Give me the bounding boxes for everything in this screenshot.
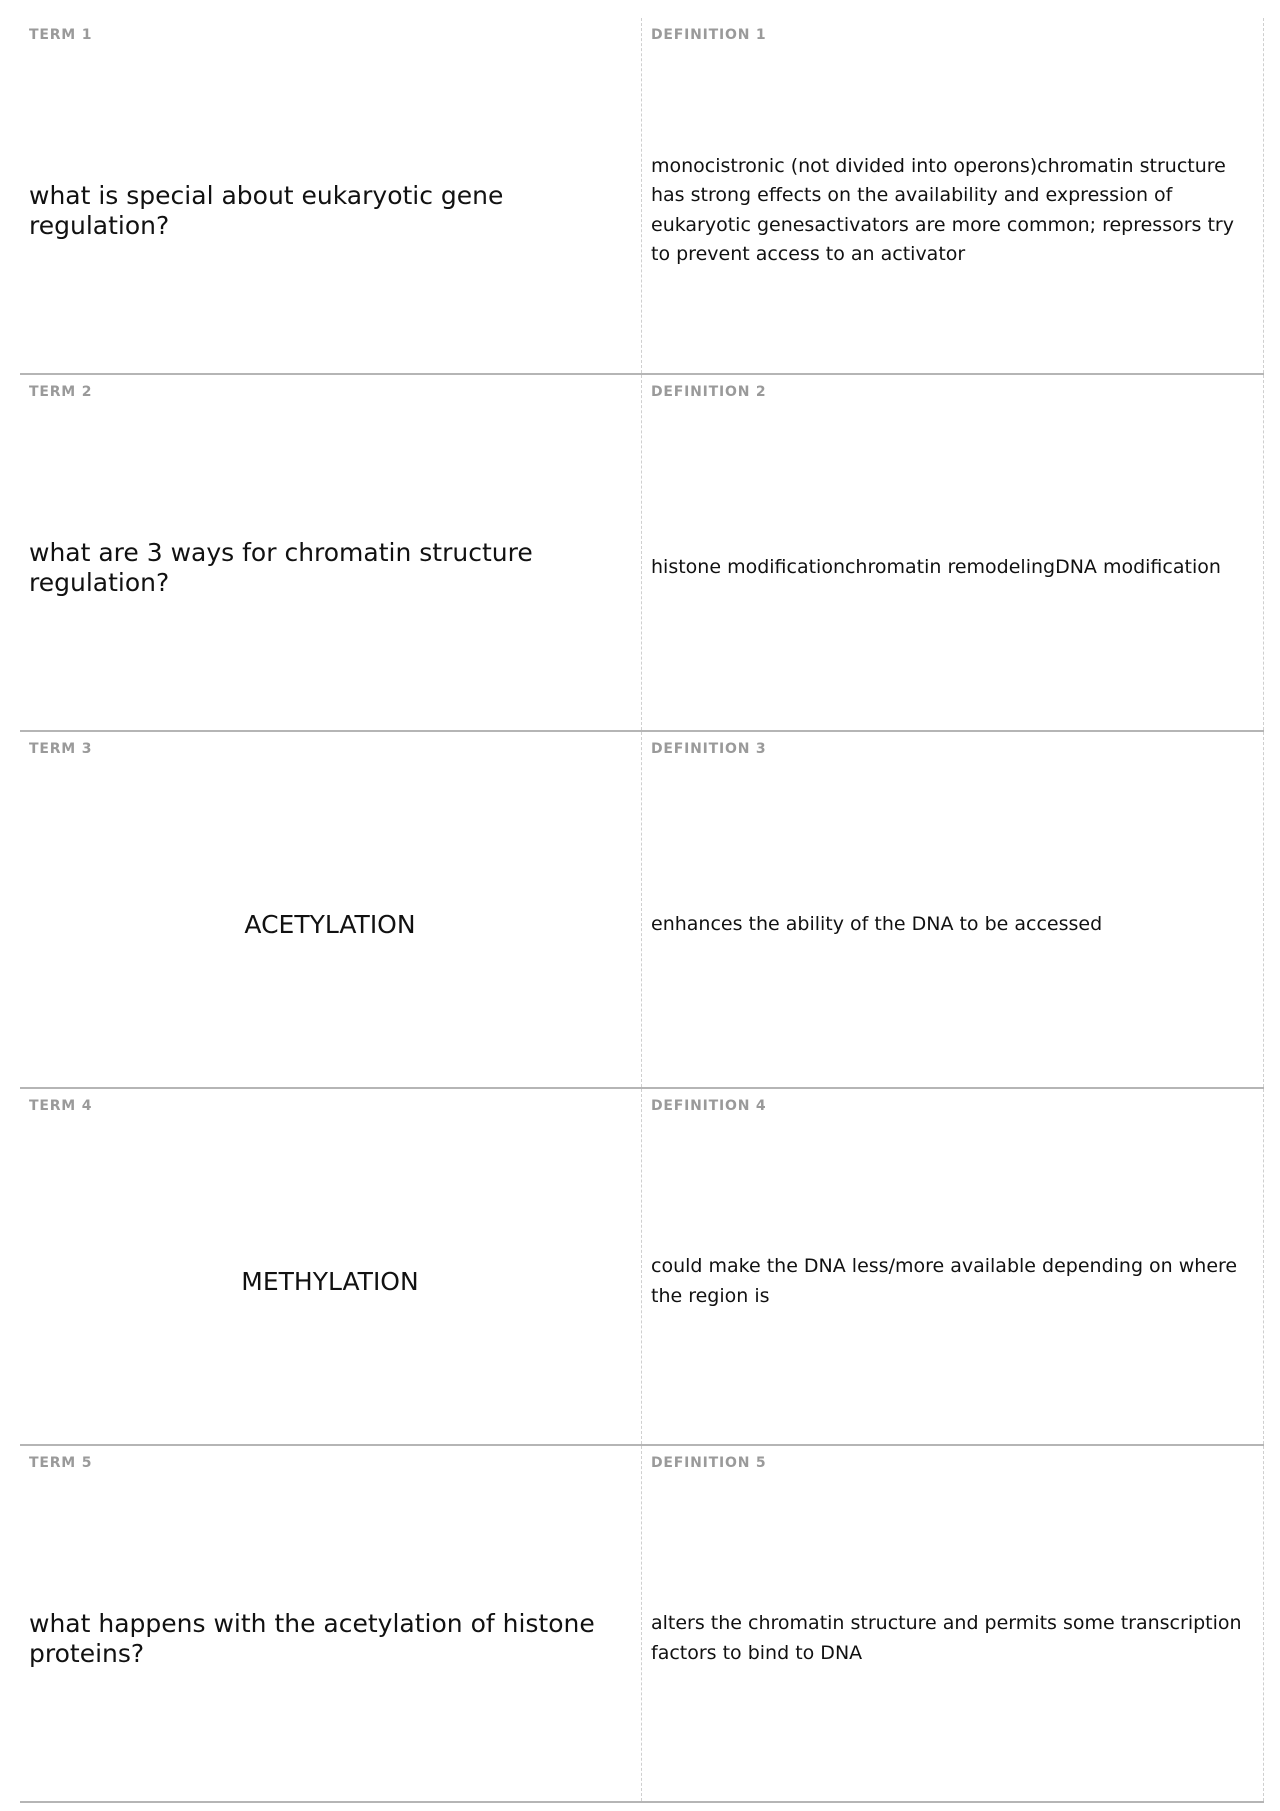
flashcard-sheet [20,18,1264,1803]
definition-text-container [651,1129,1253,1434]
flashcard-row [20,375,1264,732]
definition-text: enhances the ability of the DNA to be accessed [651,912,1103,935]
definition-cell [642,1089,1264,1444]
term-text: what are 3 ways for chromatin structure regulation? [29,537,533,597]
flashcard-row [20,732,1264,1089]
term-text: METHYLATION [241,1266,419,1296]
term-text: what happens with the acetylation of histone proteins? [29,1608,595,1668]
term-text-container [29,58,631,363]
term-cell [20,732,642,1087]
definition-label: DEFINITION 4 [651,1098,767,1114]
definition-cell [642,375,1264,730]
definition-text-container [651,415,1253,720]
definition-text-container [651,1486,1253,1791]
term-text-container [29,1486,631,1791]
term-cell [20,18,642,373]
definition-label: DEFINITION 3 [651,741,767,757]
term-label: TERM 1 [29,27,93,43]
flashcard-row [20,1089,1264,1446]
flashcard-row [20,1446,1264,1803]
term-text: what is special about eukaryotic gene regulation? [29,180,504,240]
definition-cell [642,18,1264,373]
flashcard-row [20,18,1264,375]
term-cell [20,375,642,730]
term-text-container [29,415,631,720]
definition-label: DEFINITION 1 [651,27,767,43]
definition-label: DEFINITION 2 [651,384,767,400]
term-text-container [29,1129,631,1434]
term-label: TERM 2 [29,384,93,400]
term-text-container [29,772,631,1077]
term-cell [20,1446,642,1801]
term-label: TERM 4 [29,1098,93,1114]
definition-text: could make the DNA less/more available depending on where the region is [651,1255,1238,1307]
definition-label: DEFINITION 5 [651,1455,767,1471]
definition-cell [642,1446,1264,1801]
term-label: TERM 5 [29,1455,93,1471]
definition-text-container [651,58,1253,363]
definition-text-container [651,772,1253,1077]
term-label: TERM 3 [29,741,93,757]
definition-text: alters the chromatin structure and permits some transcription factors to bind to DNA [651,1612,1242,1664]
term-cell [20,1089,642,1444]
definition-text: monocistronic (not divided into operons)chromatin structure has strong effects on the availability and expression of eukaryotic genesactivators are more common; repressors try to prevent access to an activator [651,154,1234,265]
definition-text: histone modificationchromatin remodelingDNA modification [651,555,1221,578]
definition-cell [642,732,1264,1087]
term-text: ACETYLATION [244,909,416,939]
